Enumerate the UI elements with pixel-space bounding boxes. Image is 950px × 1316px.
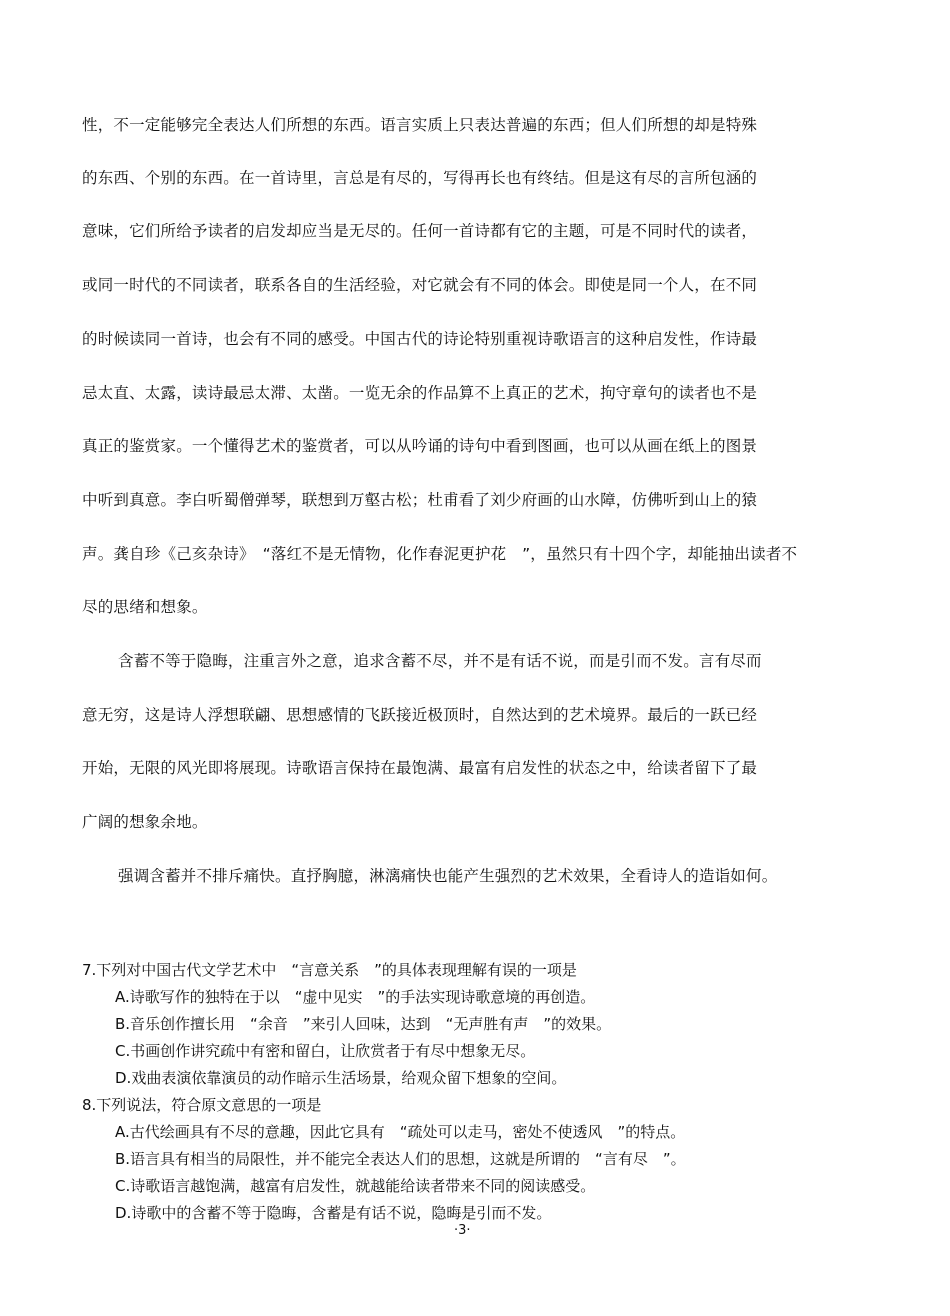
question-stem: 8.下列说法，符合原文意思的一项是 [82, 1096, 322, 1114]
question-option: D.诗歌中的含蓄不等于隐晦，含蓄是有话不说，隐晦是引而不发。 [115, 1204, 552, 1222]
question-option: A.诗歌写作的独特在于以 “虚中见实 ”的手法实现诗歌意境的再创造。 [115, 988, 596, 1006]
question-option: C.书画创作讲究疏中有密和留白，让欣赏者于有尽中想象无尽。 [115, 1042, 536, 1060]
question-option: C.诗歌语言越饱满，越富有启发性，就越能给读者带来不同的阅读感受。 [115, 1177, 596, 1195]
question-option: D.戏曲表演依靠演员的动作暗示生活场景，给观众留下想象的空间。 [115, 1069, 567, 1087]
page-number: ·3· [454, 1223, 471, 1238]
passage-line: 意味，它们所给予读者的启发却应当是无尽的。任何一首诗都有它的主题，可是不同时代的读者， [82, 222, 758, 240]
passage-line: 广阔的想象余地。 [82, 813, 208, 831]
passage-line: 尽的思绪和想象。 [82, 598, 208, 616]
passage-line: 的时候读同一首诗，也会有不同的感受。中国古代的诗论特别重视诗歌语言的这种启发性，作诗最 [82, 330, 758, 348]
passage-line: 性，不一定能够完全表达人们所想的东西。语言实质上只表达普遍的东西；但人们所想的却是特殊 [82, 116, 758, 134]
question-stem: 7.下列对中国古代文学艺术中 “言意关系 ”的具体表现理解有误的一项是 [82, 961, 577, 979]
passage-line: 意无穷，这是诗人浮想联翩、思想感情的飞跃接近极顶时，自然达到的艺术境界。最后的一跃已经 [82, 706, 758, 724]
passage-line: 忌太直、太露，读诗最忌太滞、太凿。一览无余的作品算不上真正的艺术，拘守章句的读者也不是 [82, 384, 758, 402]
question-option: B.音乐创作擅长用 “余音 ”来引人回味，达到 “无声胜有声 ”的效果。 [115, 1015, 612, 1033]
passage-line: 声。龚自珍《己亥杂诗》 “落红不是无情物，化作春泥更护花 ”，虽然只有十四个字，却能抽出读者不 [82, 545, 798, 563]
passage-line: 真正的鉴赏家。一个懂得艺术的鉴赏者，可以从吟诵的诗句中看到图画，也可以从画在纸上的图景 [82, 437, 758, 455]
passage-line: 或同一时代的不同读者，联系各自的生活经验，对它就会有不同的体会。即使是同一个人，在不同 [82, 276, 758, 294]
question-option: B.语言具有相当的局限性，并不能完全表达人们的思想，这就是所谓的 “言有尽 ”。 [115, 1150, 686, 1168]
passage-line: 强调含蓄并不排斥痛快。直抒胸臆，淋漓痛快也能产生强烈的艺术效果，全看诗人的造诣如何。 [118, 867, 778, 885]
passage-line: 中听到真意。李白听蜀僧弹琴，联想到万壑古松；杜甫看了刘少府画的山水障，仿佛听到山上的猿 [82, 491, 758, 509]
passage-line: 开始，无限的风光即将展现。诗歌语言保持在最饱满、最富有启发性的状态之中，给读者留下了最 [82, 759, 758, 777]
question-option: A.古代绘画具有不尽的意趣，因此它具有 “疏处可以走马，密处不使透风 ”的特点。 [115, 1123, 686, 1141]
passage-line: 的东西、个别的东西。在一首诗里，言总是有尽的，写得再长也有终结。但是这有尽的言所包涵的 [82, 169, 758, 187]
passage-line: 含蓄不等于隐晦，注重言外之意，追求含蓄不尽，并不是有话不说，而是引而不发。言有尽而 [118, 652, 762, 670]
